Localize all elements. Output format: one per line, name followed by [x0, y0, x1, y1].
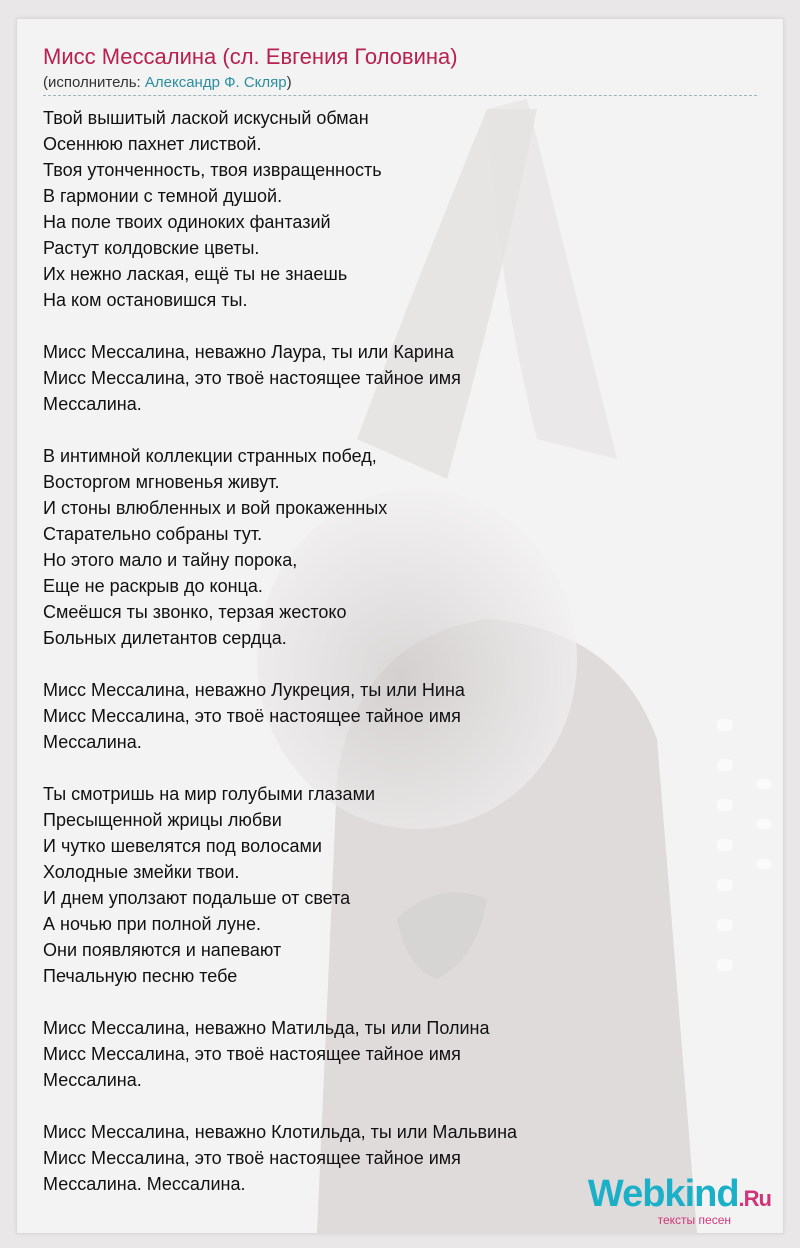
- song-header: [43, 43, 757, 96]
- lyrics-line: Растут колдовские цветы.: [43, 238, 260, 258]
- lyrics-line: Старательно собраны тут.: [43, 524, 263, 544]
- performer-prefix: (исполнитель:: [43, 74, 145, 91]
- lyrics-line: В гармонии с темной душой.: [43, 186, 283, 206]
- lyrics-line: Их нежно лаская, ещё ты не знаешь: [43, 264, 348, 284]
- lyrics-line: Твоя утонченность, твоя извращенность: [43, 160, 382, 180]
- lyrics-stanza: [43, 781, 743, 989]
- lyrics-line: Мисс Мессалина, неважно Клотильда, ты или Мальвина: [43, 1122, 518, 1142]
- logo-tld: .Ru: [738, 1186, 771, 1211]
- lyrics-line: Мисс Мессалина, это твоё настоящее тайное имя: [43, 368, 461, 388]
- logo-tagline: тексты песен: [657, 1213, 731, 1227]
- lyrics-stanza: [43, 1015, 743, 1093]
- performer-suffix: ): [286, 74, 292, 91]
- lyrics-line: Еще не раскрыв до конца.: [43, 576, 263, 596]
- lyrics-line: Мисс Мессалина, неважно Лукреция, ты или Нина: [43, 680, 465, 700]
- lyrics-line: Мисс Мессалина, это твоё настоящее тайное имя: [43, 1148, 461, 1168]
- song-title: Мисс Мессалина (сл. Евгения Головина): [43, 44, 458, 69]
- lyrics-line: Пресыщенной жрицы любви: [43, 810, 282, 830]
- lyrics-stanza: [43, 677, 743, 755]
- lyrics-line: Холодные змейки твои.: [43, 862, 240, 882]
- lyrics-line: На поле твоих одиноких фантазий: [43, 212, 331, 232]
- lyrics-line: Мисс Мессалина, это твоё настоящее тайное имя: [43, 1044, 461, 1064]
- lyrics-line: И днем уползают подальше от света: [43, 888, 351, 908]
- lyrics-line: Они появляются и напевают: [43, 940, 282, 960]
- lyrics-line: Мисс Мессалина, неважно Матильда, ты или Полина: [43, 1018, 490, 1038]
- lyrics-line: И чутко шевелятся под волосами: [43, 836, 322, 856]
- lyrics-line: Печальную песню тебе: [43, 966, 238, 986]
- lyrics-line: Мессалина.: [43, 1070, 142, 1090]
- lyrics-stanza: [43, 443, 743, 651]
- lyrics-line: Мисс Мессалина, неважно Лаура, ты или Карина: [43, 342, 454, 362]
- lyrics-text: [43, 105, 743, 1223]
- lyrics-line: Больных дилетантов сердца.: [43, 628, 287, 648]
- lyrics-line: А ночью при полной луне.: [43, 914, 261, 934]
- lyrics-stanza: [43, 105, 743, 313]
- lyrics-line: Смеёшся ты звонко, терзая жестоко: [43, 602, 347, 622]
- performer-link[interactable]: Александр Ф. Скляр: [144, 74, 287, 91]
- lyrics-line: На ком остановишся ты.: [43, 290, 248, 310]
- site-logo[interactable]: [541, 1174, 771, 1227]
- lyrics-line: Твой вышитый лаской искусный обман: [43, 108, 369, 128]
- lyrics-line: Восторгом мгновенья живут.: [43, 472, 280, 492]
- logo-brand-name: Webkind: [587, 1173, 739, 1215]
- lyrics-line: Мессалина.: [43, 394, 142, 414]
- lyrics-line: Осеннюю пахнет листвой.: [43, 134, 262, 154]
- lyrics-line: В интимной коллекции странных побед,: [43, 446, 377, 466]
- performer-line: [43, 73, 757, 93]
- lyrics-line: Ты смотришь на мир голубыми глазами: [43, 784, 375, 804]
- lyrics-stanza: [43, 339, 743, 417]
- lyrics-line: Мессалина.: [43, 732, 142, 752]
- lyrics-line: Но этого мало и тайну порока,: [43, 550, 298, 570]
- lyrics-line: И стоны влюбленных и вой прокаженных: [43, 498, 388, 518]
- header-divider: [43, 95, 757, 96]
- lyrics-line: Мисс Мессалина, это твоё настоящее тайное имя: [43, 706, 461, 726]
- lyrics-card: [16, 18, 784, 1234]
- lyrics-line: Мессалина. Мессалина.: [43, 1174, 246, 1194]
